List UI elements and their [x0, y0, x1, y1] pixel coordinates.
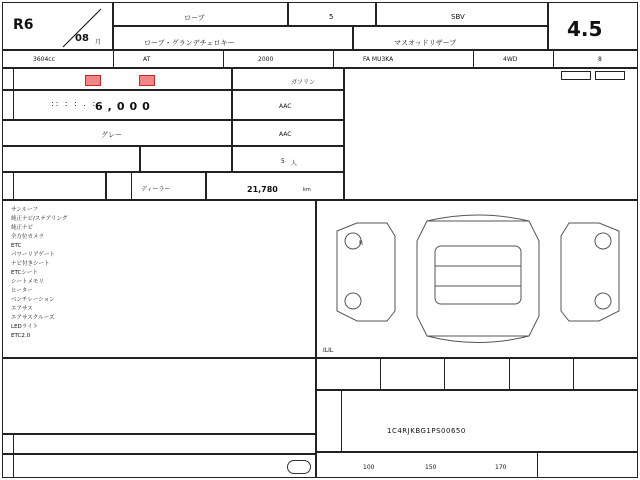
inspection-block	[316, 347, 638, 390]
feature-item: 純正ナビ/ステアリング	[11, 216, 68, 222]
spec-drive: 4WD	[503, 56, 518, 63]
grade-cell	[288, 2, 376, 26]
spec-year: 2000	[258, 56, 274, 63]
feature-item: ETC2.0	[11, 333, 31, 339]
equip-header-chip-2	[595, 71, 625, 80]
spec-chassis: FA MU3KA	[363, 56, 394, 63]
vin-block	[316, 390, 638, 452]
seats-cell	[232, 146, 344, 172]
maker-model: ローブ	[184, 14, 205, 22]
odometer-value: 6,000	[95, 100, 155, 113]
color-value: グレー	[101, 131, 122, 139]
color-cell	[2, 120, 232, 146]
feature-item: エアサス	[11, 306, 33, 312]
year-value: R6	[13, 17, 34, 33]
spec-transmission: AT	[143, 56, 151, 63]
feature-item: ETCシート	[11, 270, 38, 276]
fuel-box-2	[139, 75, 155, 86]
odometer-dots: :: : : . :	[51, 99, 98, 108]
dealer-value: ディーラー	[141, 186, 171, 193]
trans-cell	[232, 90, 344, 120]
maker-cell	[113, 2, 288, 26]
full-name-cell	[113, 26, 353, 50]
mileage-value: 21,780	[247, 185, 278, 194]
score-value: 4.5	[567, 17, 603, 41]
recycle-cell-b	[140, 146, 232, 172]
mileage-unit: km	[303, 187, 311, 193]
inspection-caption: ILIL	[323, 347, 334, 354]
equip-header-chip-1	[561, 71, 591, 80]
model-code: SBV	[451, 13, 465, 21]
measurements-row	[316, 452, 638, 478]
month-value: 08	[75, 33, 89, 44]
bottom-check-row-2	[2, 454, 316, 478]
diagram-mark: R	[359, 240, 364, 247]
measure-1: 100	[363, 464, 375, 471]
remarks-block	[2, 358, 316, 434]
ac-value: AAC	[279, 131, 292, 138]
owner-cell	[2, 172, 106, 200]
measure-2: 150	[425, 464, 437, 471]
features-block	[2, 200, 316, 358]
equipment-block	[344, 68, 638, 200]
spec-seats: 8	[598, 56, 602, 63]
fuel-box-1	[85, 75, 101, 86]
feature-item: ベンチレーション	[11, 297, 55, 303]
feature-item: サンルーフ	[11, 207, 38, 213]
score-cell	[548, 2, 638, 50]
trans-value: AAC	[279, 103, 292, 110]
sub-name: マスオッドリザーブ	[394, 39, 457, 47]
grade-number: 5	[329, 13, 334, 21]
year-month-cell	[2, 2, 113, 50]
fuel-type-cell	[232, 68, 344, 90]
feature-item: ナビ付きシート	[11, 261, 50, 267]
diagram-block	[316, 200, 638, 358]
feature-item: 純正ナビ	[11, 225, 34, 231]
seats-unit: 人	[291, 160, 298, 167]
dealer-cell	[106, 172, 206, 200]
vin-number: 1C4RJKBG1PS00650	[387, 427, 466, 435]
spec-row	[2, 50, 638, 68]
bottom-check-row-1	[2, 434, 316, 454]
odometer-cell	[2, 90, 232, 120]
feature-item: LEDライト	[11, 324, 39, 330]
feature-item: ヒーター	[11, 288, 33, 294]
ac-cell	[232, 120, 344, 146]
car-diagram	[317, 201, 639, 359]
feature-item: パワーリアゲート	[11, 252, 55, 258]
feature-item: エアサスクルーズ	[11, 315, 55, 321]
model-code-cell	[376, 2, 548, 26]
fuel-type: ガソリン	[291, 79, 316, 86]
recycle-cell-a	[2, 146, 140, 172]
measure-3: 170	[495, 464, 507, 471]
fuel-cell	[2, 68, 232, 90]
feature-item: ETC	[11, 243, 22, 249]
seats-value: 5	[281, 158, 285, 165]
sub-name-cell	[353, 26, 548, 50]
spec-displacement: 3604cc	[33, 56, 55, 63]
month-unit: 月	[95, 39, 102, 46]
stamp-icon	[287, 460, 311, 474]
full-name: ローブ・グランデチェロキー	[144, 39, 235, 47]
mileage-cell	[206, 172, 344, 200]
feature-item: シートメモリ	[11, 279, 44, 285]
feature-item: 全方位カメラ	[11, 234, 45, 240]
